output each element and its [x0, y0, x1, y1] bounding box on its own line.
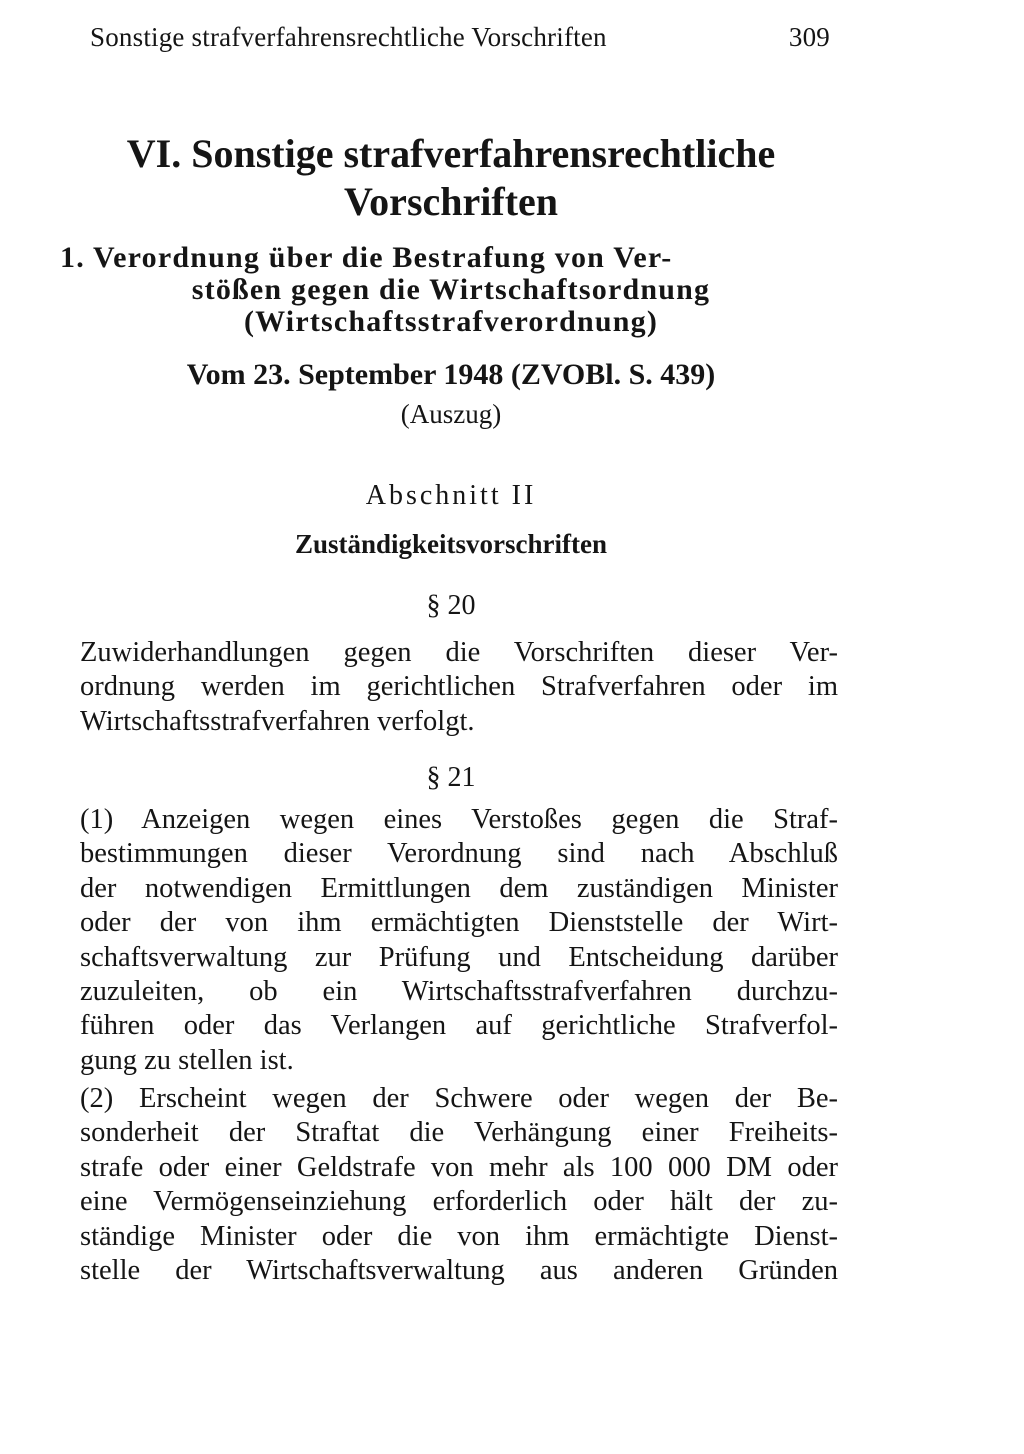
page-number: 309: [788, 22, 830, 52]
paragraph-21-subsection-2: [80, 1082, 838, 1288]
ordinance-title: [56, 242, 846, 338]
text-line: bestimmungen dieser Verordnung sind nach Abschluß: [80, 838, 838, 870]
text-line: stelle der Wirtschaftsverwaltung aus anderen Gründen: [80, 1255, 838, 1287]
running-header: [90, 22, 830, 58]
paragraph-20-text: [80, 636, 838, 739]
excerpt-note: (Auszug): [400, 399, 502, 429]
ordinance-title-line-1: 1. Verordnung über die Bestrafung von Ver-: [60, 241, 673, 274]
ordinance-title-line-2: stößen gegen die Wirtschaftsordnung: [191, 273, 711, 306]
text-line: (1) Anzeigen wegen eines Verstoßes gegen die Straf-: [80, 804, 838, 835]
section-title: Zuständigkeitsvorschriften: [294, 529, 608, 559]
text-line: oder der von ihm ermächtigten Dienststelle der Wirt-: [80, 907, 838, 939]
paragraph-21-sign: § 21: [426, 762, 476, 793]
text-line: (2) Erscheint wegen der Schwere oder wegen der Be-: [80, 1083, 838, 1114]
text-line: gung zu stellen ist.: [80, 1044, 294, 1076]
text-line: schaftsverwaltung zur Prüfung und Entscheidung darüber: [80, 941, 838, 973]
chapter-title-line-2: Vorschriften: [343, 179, 559, 224]
ordinance-date: Vom 23. September 1948 (ZVOBl. S. 439): [186, 358, 716, 391]
text-line: strafe oder einer Geldstrafe von mehr als 100 000 DM oder: [80, 1151, 838, 1183]
text-line: ordnung werden im gerichtlichen Strafverfahren oder im: [80, 671, 838, 703]
text-line: führen oder das Verlangen auf gerichtliche Strafverfol-: [80, 1010, 838, 1042]
running-header-title: Sonstige strafverfahrensrechtliche Vorschriften: [90, 22, 607, 52]
section-label: Abschnitt II: [365, 480, 537, 511]
text-line: sonderheit der Straftat die Verhängung einer Freiheits-: [80, 1117, 838, 1149]
text-line: Wirtschaftsstrafverfahren verfolgt.: [80, 705, 475, 737]
text-line: eine Vermögenseinziehung erforderlich oder hält der zu-: [80, 1186, 838, 1218]
chapter-title: [56, 130, 846, 226]
paragraph-21-subsection-1: [80, 803, 838, 1078]
text-line: Zuwiderhandlungen gegen die Vorschriften dieser Ver-: [80, 637, 838, 668]
ordinance-title-line-3: (Wirtschaftsstrafverordnung): [243, 305, 659, 338]
chapter-title-line-1: VI. Sonstige strafverfahrensrechtliche: [126, 131, 776, 176]
paragraph-20-sign: § 20: [426, 590, 476, 621]
text-line: der notwendigen Ermittlungen dem zuständigen Minister: [80, 872, 838, 904]
text-line: zuzuleiten, ob ein Wirtschaftsstrafverfahren durchzu-: [80, 976, 838, 1008]
text-line: ständige Minister oder die von ihm ermächtigte Dienst-: [80, 1220, 838, 1252]
